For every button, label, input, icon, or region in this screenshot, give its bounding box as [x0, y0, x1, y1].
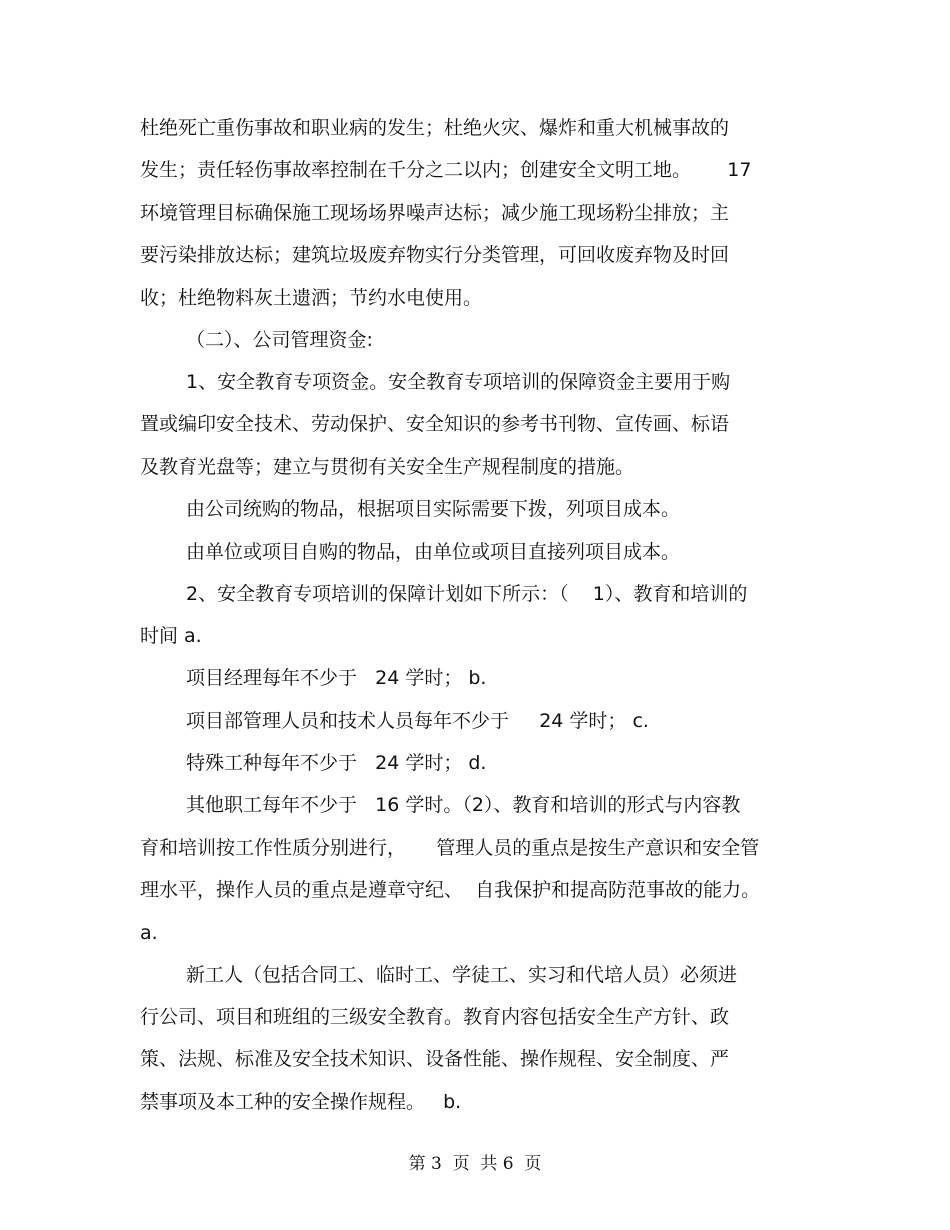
- text-line-16: 特殊工种每年不少于 24 学时； d.: [186, 752, 487, 774]
- text-line-7: 1、安全教育专项资金。安全教育专项培训的保障资金主要用于购: [186, 371, 731, 393]
- text-line-8: 置或编印安全技术、劳动保护、安全知识的参考书刊物、宣传画、标语: [140, 413, 730, 435]
- text-line-3: 环境管理目标确保施工现场场界噪声达标；减少施工现场粉尘排放；主: [140, 202, 730, 224]
- text-line-24: 禁事项及本工种的安全操作规程。 b.: [140, 1091, 462, 1113]
- section-heading: （二）、公司管理资金:: [186, 329, 373, 351]
- text-line-11: 由单位或项目自购的物品，由单位或项目直接列项目成本。: [186, 541, 681, 563]
- text-line-22: 行公司、项目和班组的三级安全教育。教育内容包括安全生产方针、政: [140, 1006, 730, 1028]
- text-line-19: 理水平，操作人员的重点是遵章守纪、 自我保护和提高防范事故的能力。: [140, 879, 761, 901]
- text-line-15: 项目部管理人员和技术人员每年不少于 24 学时； c.: [186, 710, 649, 732]
- text-line-4: 要污染排放达标；建筑垃圾废弃物实行分类管理，可回收废弃物及时回: [140, 244, 730, 266]
- text-line-21: 新工人（包括合同工、临时工、学徒工、实习和代培人员）必须进: [186, 964, 738, 986]
- text-line-1: 杜绝死亡重伤事故和职业病的发生；杜绝火灾、爆炸和重大机械事故的: [140, 117, 730, 139]
- text-line-2: 发生；责任轻伤事故率控制在千分之二以内；创建安全文明工地。 17: [140, 159, 752, 181]
- page-footer: 第 3 页 共 6 页: [408, 1154, 542, 1174]
- text-line-17: 其他职工每年不少于 16 学时。（2）、教育和培训的形式与内容教: [186, 794, 741, 816]
- text-line-5: 收；杜绝物料灰土遗洒；节约水电使用。: [140, 287, 483, 309]
- text-line-12: 2、安全教育专项培训的保障计划如下所示：（ 1）、教育和培训的: [186, 583, 748, 605]
- text-line-10: 由公司统购的物品，根据项目实际需要下拨，列项目成本。: [186, 498, 681, 520]
- text-line-14: 项目经理每年不少于 24 学时； b.: [186, 667, 487, 689]
- text-line-18: 育和培训按工作性质分别进行， 管理人员的重点是按生产意识和安全管: [140, 837, 760, 859]
- text-line-23: 策、法规、标准及安全技术知识、设备性能、操作规程、安全制度、严: [140, 1048, 730, 1070]
- text-line-9: 及教育光盘等；建立与贯彻有关安全生产规程制度的措施。: [140, 456, 635, 478]
- text-line-13: 时间 a.: [140, 625, 202, 647]
- text-line-20: a.: [140, 922, 158, 944]
